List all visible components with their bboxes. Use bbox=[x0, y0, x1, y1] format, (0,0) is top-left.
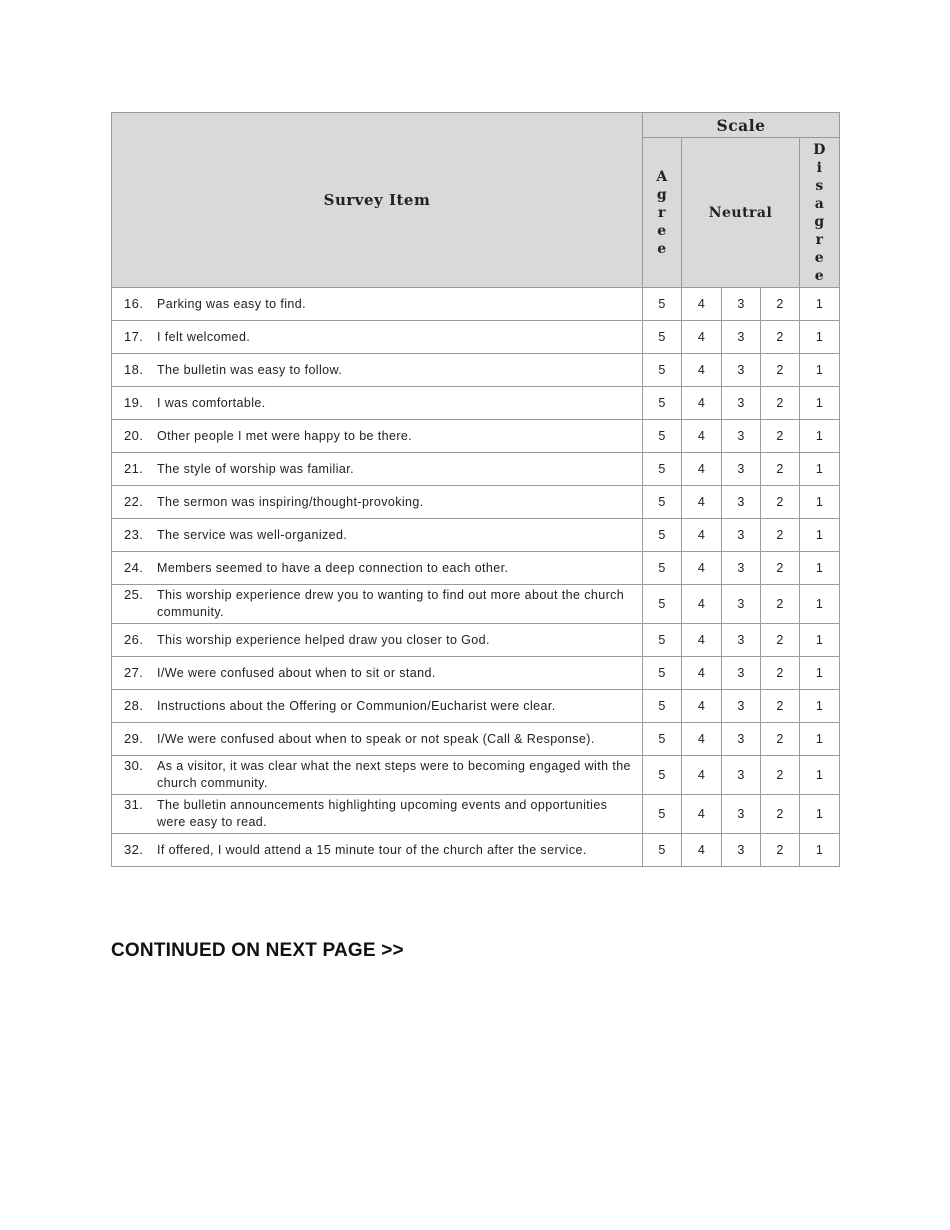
survey-row bbox=[112, 657, 840, 690]
disagree-header bbox=[800, 138, 840, 288]
rating-option-2[interactable]: 2 bbox=[761, 624, 800, 657]
rating-option-3[interactable]: 3 bbox=[722, 690, 761, 723]
rating-option-2[interactable]: 2 bbox=[761, 834, 800, 867]
item-number: 18. bbox=[124, 361, 144, 377]
rating-option-3[interactable]: 3 bbox=[722, 387, 761, 420]
survey-item-cell bbox=[112, 552, 643, 585]
item-number: 23. bbox=[124, 526, 144, 542]
rating-option-3[interactable]: 3 bbox=[722, 321, 761, 354]
survey-row bbox=[112, 321, 840, 354]
rating-option-4[interactable]: 4 bbox=[682, 321, 722, 354]
rating-option-1[interactable]: 1 bbox=[800, 552, 840, 585]
item-number: 19. bbox=[124, 394, 144, 410]
rating-option-2[interactable]: 2 bbox=[761, 756, 800, 795]
survey-row bbox=[112, 834, 840, 867]
rating-option-3[interactable]: 3 bbox=[722, 453, 761, 486]
rating-option-4[interactable]: 4 bbox=[682, 585, 722, 624]
rating-option-3[interactable]: 3 bbox=[722, 624, 761, 657]
survey-row bbox=[112, 552, 840, 585]
rating-option-4[interactable]: 4 bbox=[682, 624, 722, 657]
rating-option-3[interactable]: 3 bbox=[722, 420, 761, 453]
rating-option-5[interactable]: 5 bbox=[643, 321, 682, 354]
survey-row bbox=[112, 624, 840, 657]
rating-option-1[interactable]: 1 bbox=[800, 288, 840, 321]
survey-row bbox=[112, 420, 840, 453]
rating-option-4[interactable]: 4 bbox=[682, 453, 722, 486]
rating-option-3[interactable]: 3 bbox=[722, 552, 761, 585]
rating-option-4[interactable]: 4 bbox=[682, 387, 722, 420]
survey-item-cell bbox=[112, 486, 643, 519]
item-text: Other people I met were happy to be there. bbox=[157, 428, 413, 443]
rating-option-5[interactable]: 5 bbox=[643, 756, 682, 795]
rating-option-1[interactable]: 1 bbox=[800, 723, 840, 756]
rating-option-5[interactable]: 5 bbox=[643, 387, 682, 420]
item-text: Parking was easy to find. bbox=[157, 296, 306, 311]
rating-option-1[interactable]: 1 bbox=[800, 657, 840, 690]
rating-option-1[interactable]: 1 bbox=[800, 321, 840, 354]
item-text: I felt welcomed. bbox=[157, 329, 251, 344]
rating-option-2[interactable]: 2 bbox=[761, 387, 800, 420]
item-number: 16. bbox=[124, 295, 144, 311]
rating-option-1[interactable]: 1 bbox=[800, 387, 840, 420]
item-text: This worship experience helped draw you closer to God. bbox=[157, 632, 490, 647]
scale-header: Scale bbox=[643, 113, 840, 138]
rating-option-4[interactable]: 4 bbox=[682, 834, 722, 867]
survey-item-cell bbox=[112, 723, 643, 756]
rating-option-2[interactable]: 2 bbox=[761, 795, 800, 834]
rating-option-2[interactable]: 2 bbox=[761, 420, 800, 453]
agree-header bbox=[643, 138, 682, 288]
survey-row bbox=[112, 756, 840, 795]
header-letter: e bbox=[657, 240, 667, 257]
item-number: 20. bbox=[124, 427, 144, 443]
rating-option-3[interactable]: 3 bbox=[722, 354, 761, 387]
survey-body bbox=[112, 288, 840, 867]
survey-item-cell bbox=[112, 321, 643, 354]
rating-option-5[interactable]: 5 bbox=[643, 519, 682, 552]
survey-row bbox=[112, 723, 840, 756]
rating-option-5[interactable]: 5 bbox=[643, 552, 682, 585]
item-number: 30. bbox=[124, 758, 144, 773]
item-number: 21. bbox=[124, 460, 144, 476]
rating-option-3[interactable]: 3 bbox=[722, 288, 761, 321]
rating-option-2[interactable]: 2 bbox=[761, 321, 800, 354]
survey-item-cell bbox=[112, 657, 643, 690]
rating-option-3[interactable]: 3 bbox=[722, 519, 761, 552]
rating-option-5[interactable]: 5 bbox=[643, 288, 682, 321]
rating-option-5[interactable]: 5 bbox=[643, 453, 682, 486]
rating-option-4[interactable]: 4 bbox=[682, 795, 722, 834]
header-letter: s bbox=[815, 177, 824, 194]
rating-option-2[interactable]: 2 bbox=[761, 486, 800, 519]
rating-option-1[interactable]: 1 bbox=[800, 756, 840, 795]
rating-option-1[interactable]: 1 bbox=[800, 624, 840, 657]
rating-option-3[interactable]: 3 bbox=[722, 657, 761, 690]
survey-row bbox=[112, 690, 840, 723]
header-letter: a bbox=[814, 195, 825, 212]
header-letter: g bbox=[814, 213, 825, 230]
item-number: 31. bbox=[124, 797, 144, 812]
rating-option-4[interactable]: 4 bbox=[682, 486, 722, 519]
rating-option-2[interactable]: 2 bbox=[761, 288, 800, 321]
item-text: The service was well-organized. bbox=[157, 527, 348, 542]
rating-option-3[interactable]: 3 bbox=[722, 585, 761, 624]
rating-option-5[interactable]: 5 bbox=[643, 834, 682, 867]
neutral-header: Neutral bbox=[682, 138, 800, 288]
survey-item-cell bbox=[112, 453, 643, 486]
header-letter: e bbox=[657, 222, 667, 239]
item-text: Instructions about the Offering or Communion/Eucharist were clear. bbox=[157, 698, 556, 713]
continued-notice: CONTINUED ON NEXT PAGE >> bbox=[111, 940, 404, 961]
item-number: 24. bbox=[124, 559, 144, 575]
item-number: 29. bbox=[124, 730, 144, 746]
rating-option-1[interactable]: 1 bbox=[800, 690, 840, 723]
rating-option-4[interactable]: 4 bbox=[682, 723, 722, 756]
survey-row bbox=[112, 288, 840, 321]
item-text: I/We were confused about when to speak or not speak (Call & Response). bbox=[157, 731, 595, 746]
rating-option-5[interactable]: 5 bbox=[643, 354, 682, 387]
item-text: As a visitor, it was clear what the next steps were to becoming engaged with the church community. bbox=[157, 759, 631, 790]
rating-option-2[interactable]: 2 bbox=[761, 354, 800, 387]
item-text: Members seemed to have a deep connection to each other. bbox=[157, 560, 509, 575]
rating-option-4[interactable]: 4 bbox=[682, 690, 722, 723]
survey-item-cell bbox=[112, 420, 643, 453]
rating-option-1[interactable]: 1 bbox=[800, 834, 840, 867]
header-letter: D bbox=[813, 141, 826, 158]
rating-option-2[interactable]: 2 bbox=[761, 519, 800, 552]
rating-option-1[interactable]: 1 bbox=[800, 453, 840, 486]
item-text: The bulletin announcements highlighting upcoming events and opportunities were easy to read. bbox=[157, 798, 608, 829]
item-text: I was comfortable. bbox=[157, 395, 266, 410]
rating-option-2[interactable]: 2 bbox=[761, 657, 800, 690]
item-text: The sermon was inspiring/thought-provoking. bbox=[157, 494, 424, 509]
rating-option-3[interactable]: 3 bbox=[722, 756, 761, 795]
item-text: The bulletin was easy to follow. bbox=[157, 362, 343, 377]
survey-item-cell bbox=[112, 519, 643, 552]
header-letter: A bbox=[656, 168, 668, 185]
survey-row bbox=[112, 486, 840, 519]
rating-option-5[interactable]: 5 bbox=[643, 624, 682, 657]
item-text: The style of worship was familiar. bbox=[157, 461, 354, 476]
survey-item-cell bbox=[112, 795, 643, 834]
rating-option-1[interactable]: 1 bbox=[800, 354, 840, 387]
survey-row bbox=[112, 795, 840, 834]
survey-item-cell bbox=[112, 354, 643, 387]
rating-option-2[interactable]: 2 bbox=[761, 690, 800, 723]
survey-item-cell bbox=[112, 387, 643, 420]
rating-option-4[interactable]: 4 bbox=[682, 519, 722, 552]
survey-item-cell bbox=[112, 585, 643, 624]
rating-option-3[interactable]: 3 bbox=[722, 723, 761, 756]
rating-option-5[interactable]: 5 bbox=[643, 657, 682, 690]
survey-item-cell bbox=[112, 288, 643, 321]
survey-row bbox=[112, 354, 840, 387]
survey-row bbox=[112, 585, 840, 624]
rating-option-4[interactable]: 4 bbox=[682, 354, 722, 387]
survey-table bbox=[111, 112, 840, 867]
item-number: 32. bbox=[124, 841, 144, 857]
rating-option-1[interactable]: 1 bbox=[800, 486, 840, 519]
rating-option-1[interactable]: 1 bbox=[800, 795, 840, 834]
rating-option-4[interactable]: 4 bbox=[682, 657, 722, 690]
rating-option-4[interactable]: 4 bbox=[682, 552, 722, 585]
header-letter: i bbox=[816, 159, 823, 176]
rating-option-4[interactable]: 4 bbox=[682, 288, 722, 321]
survey-item-cell bbox=[112, 624, 643, 657]
item-text: If offered, I would attend a 15 minute tour of the church after the service. bbox=[157, 842, 587, 857]
item-number: 26. bbox=[124, 631, 144, 647]
rating-option-5[interactable]: 5 bbox=[643, 723, 682, 756]
header-letter: r bbox=[815, 231, 824, 248]
item-number: 17. bbox=[124, 328, 144, 344]
item-number: 22. bbox=[124, 493, 144, 509]
rating-option-4[interactable]: 4 bbox=[682, 756, 722, 795]
header-letter: e bbox=[814, 267, 825, 284]
rating-option-5[interactable]: 5 bbox=[643, 486, 682, 519]
item-number: 27. bbox=[124, 664, 144, 680]
rating-option-1[interactable]: 1 bbox=[800, 585, 840, 624]
rating-option-3[interactable]: 3 bbox=[722, 795, 761, 834]
rating-option-3[interactable]: 3 bbox=[722, 834, 761, 867]
rating-option-4[interactable]: 4 bbox=[682, 420, 722, 453]
rating-option-1[interactable]: 1 bbox=[800, 519, 840, 552]
survey-item-header: Survey Item bbox=[112, 113, 643, 288]
rating-option-2[interactable]: 2 bbox=[761, 723, 800, 756]
rating-option-5[interactable]: 5 bbox=[643, 690, 682, 723]
item-text: I/We were confused about when to sit or stand. bbox=[157, 665, 436, 680]
rating-option-3[interactable]: 3 bbox=[722, 486, 761, 519]
survey-row bbox=[112, 453, 840, 486]
rating-option-2[interactable]: 2 bbox=[761, 585, 800, 624]
survey-row bbox=[112, 387, 840, 420]
rating-option-1[interactable]: 1 bbox=[800, 420, 840, 453]
survey-item-cell bbox=[112, 690, 643, 723]
header-letter: e bbox=[814, 249, 825, 266]
rating-option-5[interactable]: 5 bbox=[643, 795, 682, 834]
survey-row bbox=[112, 519, 840, 552]
rating-option-2[interactable]: 2 bbox=[761, 453, 800, 486]
rating-option-5[interactable]: 5 bbox=[643, 585, 682, 624]
rating-option-5[interactable]: 5 bbox=[643, 420, 682, 453]
header-letter: r bbox=[658, 204, 666, 221]
survey-item-cell bbox=[112, 834, 643, 867]
item-number: 25. bbox=[124, 587, 144, 602]
item-text: This worship experience drew you to wanting to find out more about the church community. bbox=[157, 588, 625, 619]
item-number: 28. bbox=[124, 697, 144, 713]
header-letter: g bbox=[656, 186, 668, 203]
survey-item-cell bbox=[112, 756, 643, 795]
rating-option-2[interactable]: 2 bbox=[761, 552, 800, 585]
